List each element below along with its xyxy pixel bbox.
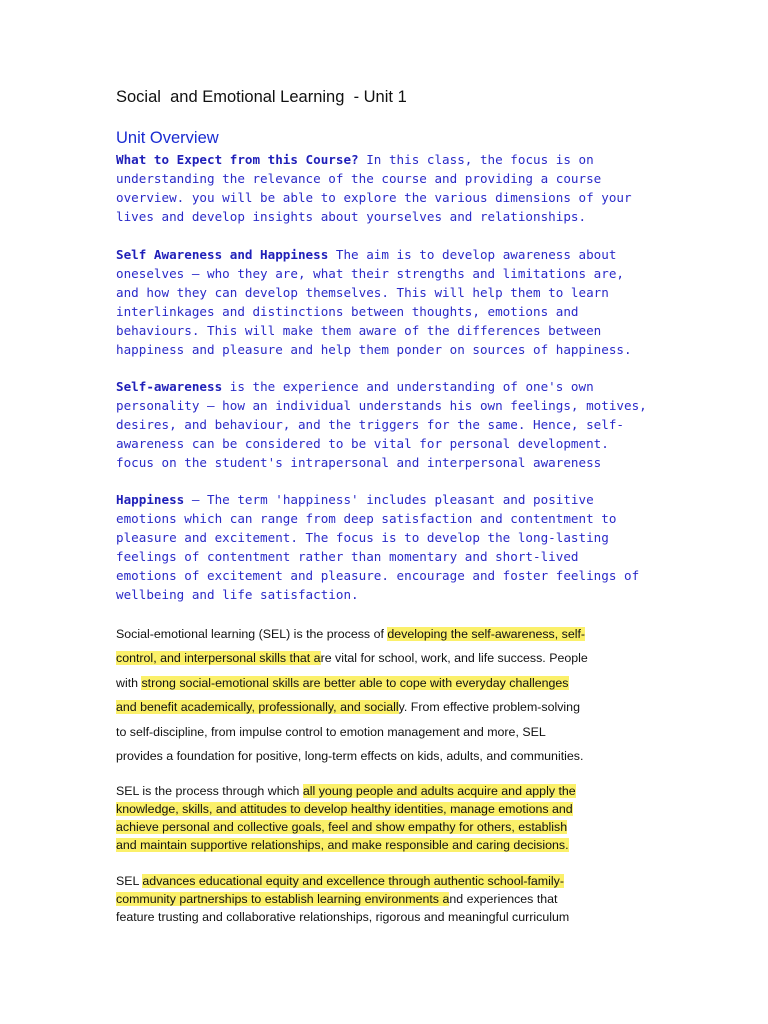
paragraph-text: provides a foundation for positive, long-term effects on kids, adults, and communities. <box>116 749 584 764</box>
highlighted-text: strong social-emotional skills are better able to cope with everyday challenges <box>141 675 569 690</box>
section-happiness <box>116 490 676 604</box>
paragraph-sel-definition <box>116 622 588 768</box>
section-line: personality – how an individual understands his own feelings, motives, <box>116 398 647 413</box>
paragraph-text: y. From effective problem-solving <box>398 700 580 715</box>
paragraph-text: Social-emotional learning (SEL) is the process of <box>116 627 388 641</box>
section-term: Self-awareness <box>116 379 223 394</box>
section-line: emotions of excitement and pleasure. encourage and foster feelings of <box>116 568 640 583</box>
paragraph-text: nd experiences that <box>449 892 558 906</box>
paragraph-text: to self-discipline, from impulse control to emotion management and more, SEL <box>116 724 546 739</box>
unit-overview-heading: Unit Overview <box>116 129 219 147</box>
highlighted-text: developing the self-awareness, self- <box>387 627 586 641</box>
highlighted-text: all young people and adults acquire and apply the <box>302 784 576 798</box>
paragraph-sel-process <box>116 782 576 854</box>
paragraph-text: with <box>116 675 142 690</box>
highlighted-text: and maintain supportive relationships, and make responsible and caring decisions. <box>116 838 569 852</box>
section-line: and how they can develop themselves. This will help them to learn <box>116 285 609 300</box>
section-line: understanding the relevance of the course and providing a course <box>116 171 602 186</box>
section-term: Self Awareness and Happiness <box>116 247 329 262</box>
section-line: focus on the student's intrapersonal and interpersonal awareness <box>116 455 602 470</box>
section-self-awareness-happiness <box>116 245 676 359</box>
paragraph-text: re vital for school, work, and life success. People <box>320 651 588 666</box>
section-line: pleasure and excitement. The focus is to develop the long-lasting <box>116 530 609 545</box>
section-line: emotions which can range from deep satisfaction and contentment to <box>116 511 617 526</box>
document-title: Social and Emotional Learning - Unit 1 <box>116 88 407 106</box>
paragraph-text: feature trusting and collaborative relationships, rigorous and meaningful curriculum <box>116 910 570 924</box>
highlighted-text: advances educational equity and excellence through authentic school-family- <box>142 874 564 888</box>
paragraph-sel-equity <box>116 872 569 926</box>
section-line: lives and develop insights about yourselves and relationships. <box>116 209 587 224</box>
section-line: The aim is to develop awareness about <box>328 247 617 262</box>
highlighted-text: control, and interpersonal skills that a <box>116 651 321 666</box>
section-line: feelings of contentment rather than momentary and short-lived <box>116 549 579 564</box>
section-line: – The term 'happiness' includes pleasant and positive <box>184 492 594 507</box>
section-line: overview. you will be able to explore the various dimensions of your <box>116 190 632 205</box>
section-line: desires, and behaviour, and the triggers for the same. Hence, self- <box>116 417 624 432</box>
paragraph-text: SEL <box>116 874 143 888</box>
section-term: What to Expect from this Course? <box>116 152 359 167</box>
section-what-to-expect <box>116 150 676 226</box>
section-line: oneselves – who they are, what their strengths and limitations are, <box>116 266 624 281</box>
highlighted-text: achieve personal and collective goals, feel and show empathy for others, establish <box>116 820 568 834</box>
highlighted-text: knowledge, skills, and attitudes to develop healthy identities, manage emotions and <box>116 802 573 816</box>
paragraph-text: SEL is the process through which <box>116 784 303 798</box>
section-term: Happiness <box>116 492 185 507</box>
section-line: wellbeing and life satisfaction. <box>116 587 359 602</box>
section-line: interlinkages and distinctions between thoughts, emotions and <box>116 304 579 319</box>
section-line: is the experience and understanding of one's own <box>222 379 594 394</box>
section-line: In this class, the focus is on <box>358 152 594 167</box>
highlighted-text: community partnerships to establish learning environments a <box>116 892 450 906</box>
section-line: happiness and pleasure and help them ponder on sources of happiness. <box>116 342 632 357</box>
section-self-awareness <box>116 377 676 472</box>
section-line: awareness can be considered to be vital for personal development. <box>116 436 609 451</box>
highlighted-text: and benefit academically, professionally, and sociall <box>116 700 399 715</box>
section-line: behaviours. This will make them aware of the differences between <box>116 323 602 338</box>
